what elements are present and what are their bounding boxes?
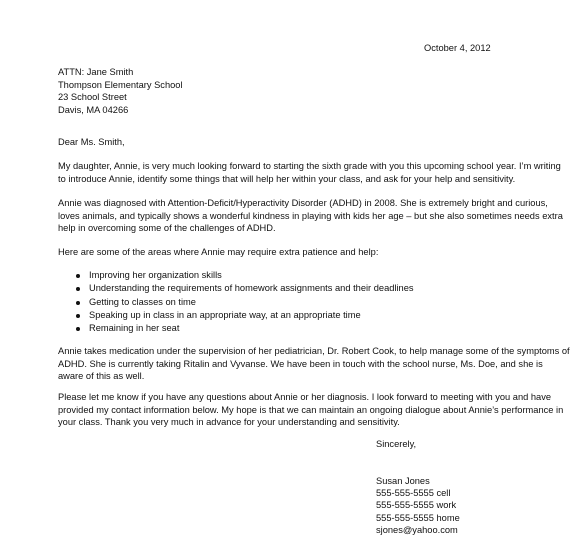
paragraph-text: My daughter, Annie, is very much looking forward to starting the sixth grade with you this upcoming school year. I’m writing to introduce Annie, identify some things that will help her within your class, and ask for your help and sensitivity. — [58, 161, 561, 184]
list-item-text: Remaining in her seat — [89, 323, 180, 334]
paragraph-text: Here are some of the areas where Annie may require extra patience and help: — [58, 247, 379, 257]
bullet-icon — [76, 314, 80, 318]
salutation: Dear Ms. Smith, — [58, 137, 125, 147]
areas-list — [76, 269, 414, 335]
paragraph-introduction — [58, 160, 570, 185]
attn-line: ATTN: Jane Smith — [58, 67, 134, 77]
recipient-address — [58, 66, 570, 116]
signer-name: Susan Jones — [376, 476, 430, 486]
bullet-icon — [76, 301, 80, 305]
bullet-icon — [76, 274, 80, 278]
list-item — [76, 322, 414, 335]
list-item — [76, 309, 414, 322]
list-item — [76, 296, 414, 309]
paragraph-closing-request — [58, 391, 570, 429]
list-item — [76, 269, 414, 282]
list-item — [76, 282, 414, 295]
work-phone: 555-555-5555 work — [376, 500, 457, 511]
list-item-text: Improving her organization skills — [89, 270, 222, 280]
paragraph-text: Annie was diagnosed with Attention-Deficit/Hyperactivity Disorder (ADHD) in 2008. She is extremely bright and curious, loves animals, and typically shows a wonderful kindness in playing with kids her age – but she also sometimes needs extra help in overcoming some of the challenges of ADHD. — [58, 198, 563, 233]
paragraph-areas-intro — [58, 246, 570, 259]
paragraph-medication — [58, 345, 570, 383]
bullet-icon — [76, 327, 80, 331]
paragraph-diagnosis — [58, 197, 570, 235]
cell-phone: 555-555-5555 cell — [376, 488, 451, 499]
city-state-zip: Davis, MA 04266 — [58, 104, 129, 115]
home-phone: 555-555-5555 home — [376, 512, 460, 523]
list-item-text: Understanding the requirements of homework assignments and their deadlines — [89, 283, 414, 294]
list-item-text: Speaking up in class in an appropriate way, at an appropriate time — [89, 309, 361, 320]
email-address: sjones@yahoo.com — [376, 524, 458, 535]
closing: Sincerely, — [376, 439, 417, 449]
street-address: 23 School Street — [58, 92, 127, 102]
paragraph-text: Annie takes medication under the supervision of her pediatrician, Dr. Robert Cook, to help manage some of the symptoms of ADHD. She is currently taking Ritalin and Vyvanse. We have been in touch with the school nurse, Ms. Doe, and she is aware of this as well. — [58, 346, 570, 381]
letter-date: October 4, 2012 — [424, 43, 491, 53]
bullet-icon — [76, 287, 80, 291]
list-item-text: Getting to classes on time — [89, 296, 196, 307]
paragraph-text: Please let me know if you have any questions about Annie or her diagnosis. I look forward to meeting with you and have provided my contact information below. My hope is that we can maintain an ongoing dialogue about Annie’s performance in your class. Thank you very much in advance for your understanding and sensitivity. — [58, 392, 564, 427]
signature-block — [376, 475, 460, 536]
school-name: Thompson Elementary School — [58, 79, 183, 90]
